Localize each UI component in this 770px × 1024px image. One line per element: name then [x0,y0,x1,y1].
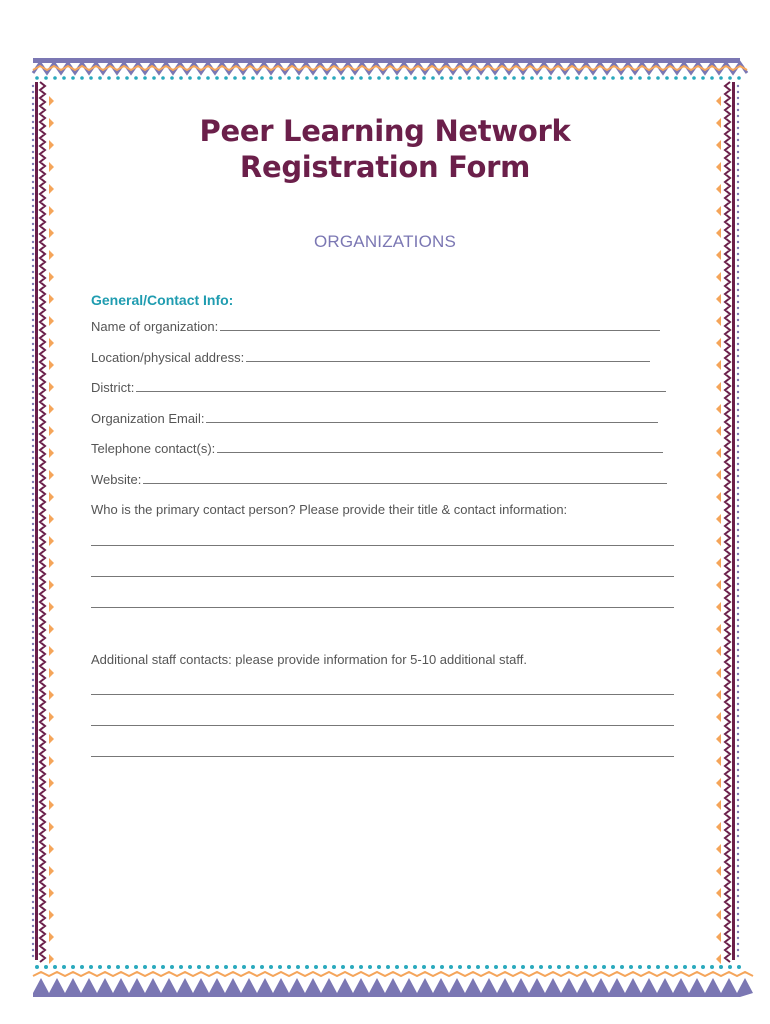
field-label: Telephone contact(s): [91,441,216,456]
answer-line[interactable] [136,379,666,392]
answer-line[interactable] [220,318,660,331]
form-title [0,113,770,185]
field-label: Name of organization: [91,319,219,334]
bottom-border-band [33,965,753,997]
field-label: District: [91,380,135,395]
primary-contact-line-1[interactable] [91,545,674,546]
general-contact-info-heading: General/Contact Info: [91,292,234,308]
field-label: Organization Email: [91,411,205,426]
answer-line[interactable] [246,349,650,362]
organization-email-field[interactable] [91,410,658,426]
field-label: Location/physical address: [91,350,245,365]
name-of-organization-field[interactable] [91,318,660,334]
field-label: Website: [91,472,142,487]
form-title-line-1: Peer Learning Network [199,114,571,148]
left-border-band [32,82,54,964]
district-field[interactable] [91,379,666,395]
website-field[interactable] [91,471,667,487]
top-border-band [33,58,747,80]
additional-staff-line-3[interactable] [91,756,674,757]
primary-contact-prompt: Who is the primary contact person? Please provide their title & contact information: [91,502,568,517]
answer-line[interactable] [206,410,658,423]
section-heading: ORGANIZATIONS [313,232,457,251]
form-title-line-2: Registration Form [239,150,531,184]
additional-staff-line-2[interactable] [91,725,674,726]
location-address-field[interactable] [91,349,650,365]
answer-line[interactable] [143,471,667,484]
primary-contact-line-2[interactable] [91,576,674,577]
additional-staff-prompt: Additional staff contacts: please provide information for 5-10 additional staff. [91,652,528,667]
primary-contact-line-3[interactable] [91,607,674,608]
answer-line[interactable] [217,440,663,453]
additional-staff-line-1[interactable] [91,694,674,695]
telephone-contacts-field[interactable] [91,440,663,456]
right-border-band [716,82,739,964]
